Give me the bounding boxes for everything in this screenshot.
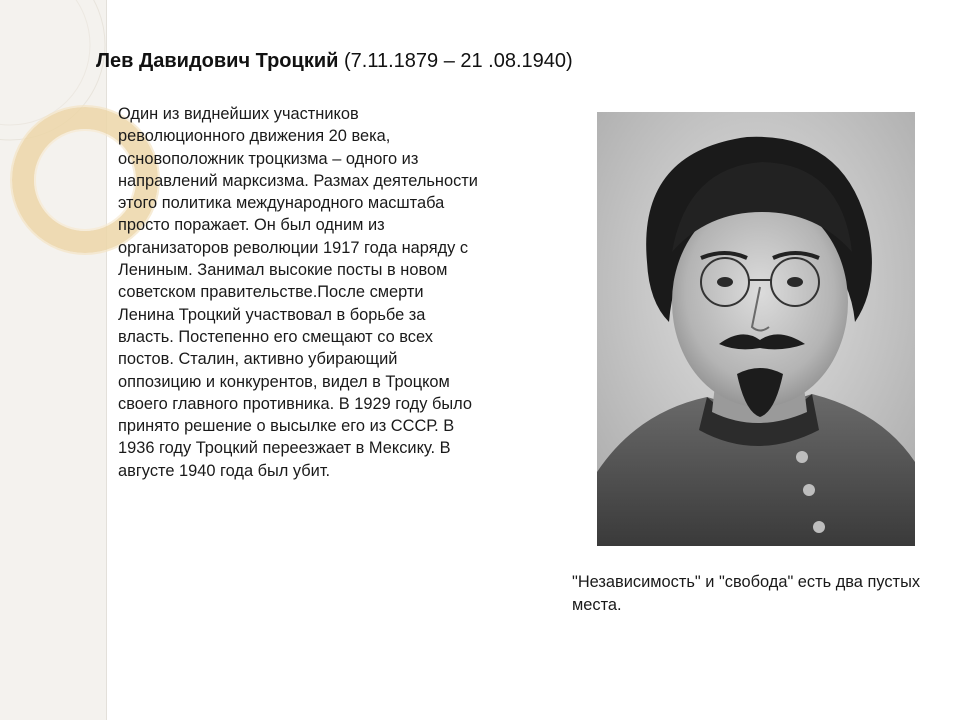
body-line: своего главного противника. В 1929 году было — [118, 394, 472, 413]
body-line: революционного движения 20 века, — [118, 127, 391, 146]
portrait-illustration — [597, 112, 915, 546]
quote-line: места. — [572, 596, 622, 614]
body-line: советском правительстве.После смерти — [118, 283, 424, 302]
body-line: оппозицию и конкурентов, видел в Троцком — [118, 372, 450, 391]
body-line: основоположник троцкизма – одного из — [118, 149, 419, 168]
slide-title — [96, 50, 573, 73]
body-line: 1936 году Троцкий переезжает в Мексику. В — [118, 439, 451, 458]
body-line: организаторов революции 1917 года наряду с — [118, 238, 469, 257]
body-line: Один из виднейших участников — [118, 105, 359, 123]
quote-text — [572, 571, 960, 617]
body-line: Ленина Троцкий участвовал в борьбе за — [118, 305, 426, 324]
body-line: принято решение о высылке его из СССР. В — [118, 417, 455, 436]
portrait-photo — [597, 112, 915, 546]
body-line: Лениным. Занимал высокие посты в новом — [118, 261, 448, 280]
body-line: постов. Сталин, активно убирающий — [118, 350, 398, 369]
body-line: этого политика международного масштаба — [118, 194, 445, 213]
body-line: направлений марксизма. Размах деятельности — [118, 171, 478, 190]
title-name: Лев Давидович Троцкий — [96, 50, 339, 72]
quote-line: "Независимость" и "свобода" есть два пустых — [572, 573, 921, 591]
body-line: просто поражает. Он был одним из — [118, 216, 385, 235]
biography-text — [118, 103, 538, 482]
body-line: августе 1940 года был убит. — [118, 461, 331, 480]
title-dates: (7.11.1879 – 21 .08.1940) — [343, 50, 573, 72]
body-line: власть. Постепенно его смещают со всех — [118, 327, 433, 346]
